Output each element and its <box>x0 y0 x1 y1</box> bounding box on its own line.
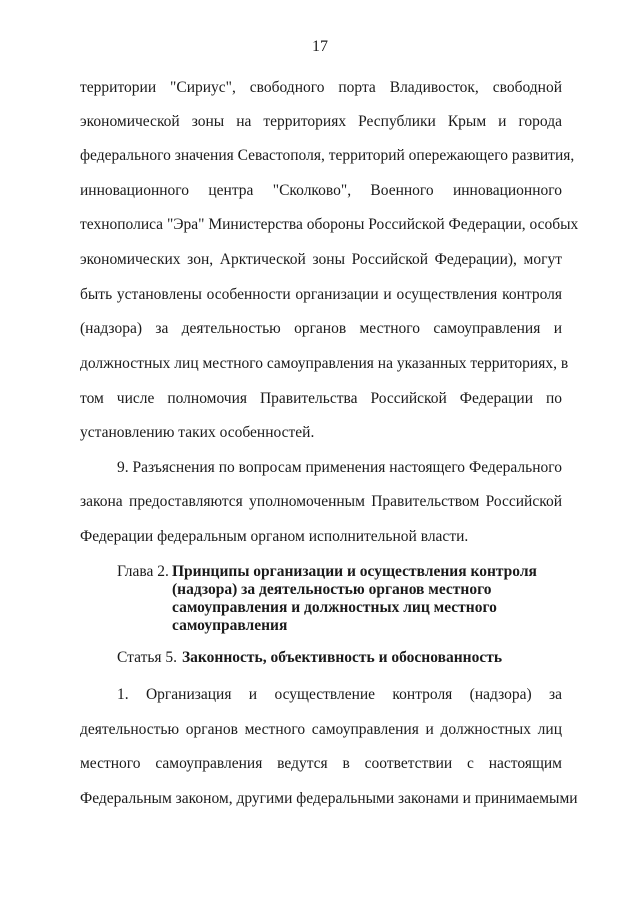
article-title: Законность, объективность и обоснованность <box>182 649 503 666</box>
text-line: экономической зоны на территориях Республики Крым и города <box>80 113 562 130</box>
text-line: (надзора) за деятельностью органов местного самоуправления и <box>80 320 562 337</box>
page-number: 17 <box>312 38 328 55</box>
chapter-prefix: Глава 2. <box>117 563 169 580</box>
text-line: экономических зон, Арктической зоны Российской Федерации), могут <box>80 251 562 268</box>
chapter-title-line: (надзора) за деятельностью органов местного <box>172 581 492 598</box>
text-line: том числе полномочия Правительства Российской Федерации по <box>80 390 562 407</box>
text-line: инновационного центра "Сколково", Военного инновационного <box>80 182 562 199</box>
text-line: 1. Организация и осуществление контроля (надзора) за <box>117 686 562 703</box>
chapter-title-line: Принципы организации и осуществления контроля <box>172 563 537 580</box>
text-line: федерального значения Севастополя, территорий опережающего развития, <box>80 147 575 164</box>
text-line: Федеральным законом, другими федеральными законами и принимаемыми <box>80 790 578 807</box>
text-line: закона предоставляются уполномоченным Правительством Российской <box>80 493 562 510</box>
text-line: Федерации федеральным органом исполнительной власти. <box>80 528 469 545</box>
text-line: 9. Разъяснения по вопросам применения настоящего Федерального <box>117 459 562 476</box>
text-line: деятельностью органов местного самоуправления и должностных лиц <box>80 721 562 738</box>
chapter-title-line: самоуправления <box>172 617 288 634</box>
text-line: установлению таких особенностей. <box>80 424 315 441</box>
chapter-title-line: самоуправления и должностных лиц местного <box>172 599 497 616</box>
text-line: должностных лиц местного самоуправления на указанных территориях, в <box>80 355 569 372</box>
text-line: быть установлены особенности организации и осуществления контроля <box>80 286 562 303</box>
article-prefix: Статья 5. <box>117 649 178 666</box>
text-line: местного самоуправления ведутся в соответствии с настоящим <box>80 755 562 772</box>
text-line: территории "Сириус", свободного порта Владивосток, свободной <box>80 79 562 96</box>
text-line: технополиса "Эра" Министерства обороны Российской Федерации, особых <box>80 216 579 233</box>
